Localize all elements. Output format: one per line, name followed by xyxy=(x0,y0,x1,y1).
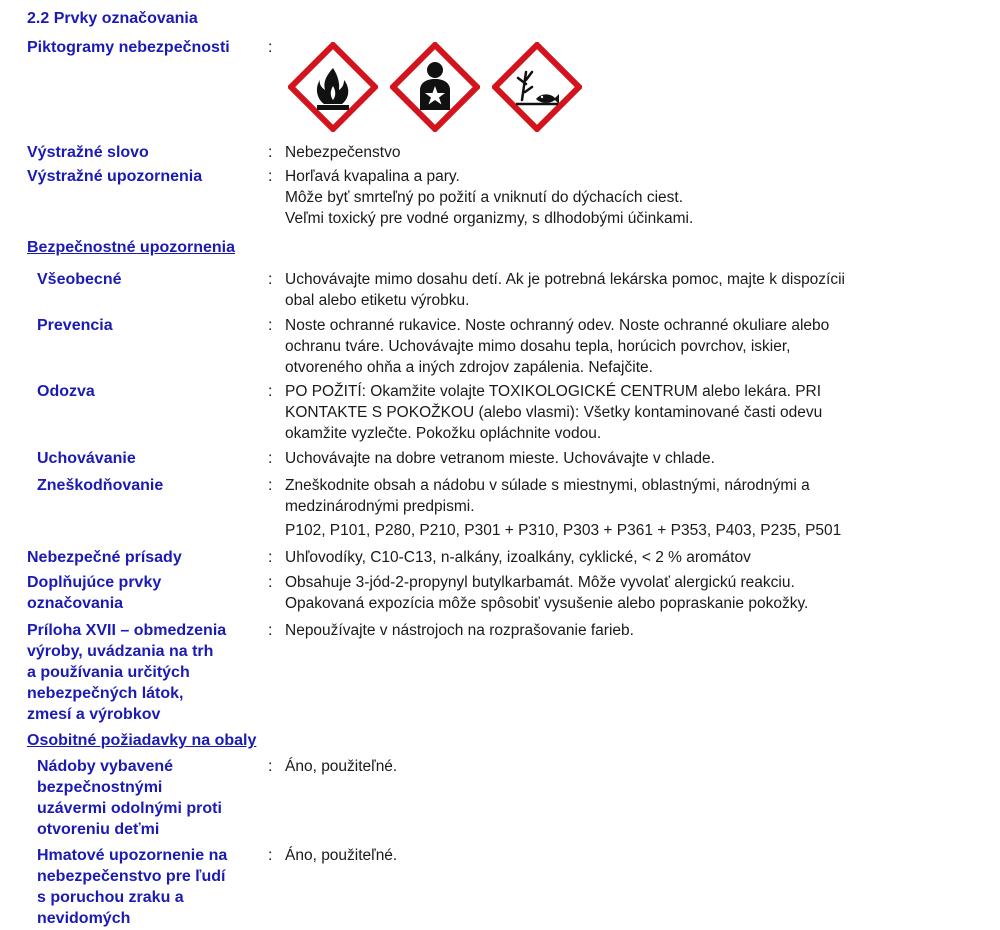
signal-word-colon: : xyxy=(268,144,273,161)
hazard-statements-label: Výstražné upozornenia xyxy=(27,168,203,185)
signal-word-value: Nebezpečenstvo xyxy=(285,144,401,161)
supplementary-colon: : xyxy=(268,574,273,591)
hazardous-ingredients-label: Nebezpečné prísady xyxy=(27,549,182,566)
section-title: 2.2 Prvky označovania xyxy=(27,10,198,27)
tactile-warning-value: Áno, použiteľné. xyxy=(285,847,398,864)
precautionary-heading: Bezpečnostné upozornenia xyxy=(27,239,236,256)
hazard-statements-value: Horľavá kvapalina a pary. Môže byť smrteľný po požití a vniknutí do dýchacích ciest. Veľmi toxický pre vodné organizmy, s dlhodobými účinkami. xyxy=(285,168,694,227)
signal-word-label: Výstražné slovo xyxy=(27,144,149,161)
supplementary-label: Doplňujúce prvky označovania xyxy=(27,574,162,612)
child-resistant-label: Nádoby vybavené bezpečnostnými uzávermi odolnými proti otvoreniu deťmi xyxy=(37,758,222,838)
general-label: Všeobecné xyxy=(37,271,122,288)
response-colon: : xyxy=(268,383,273,400)
response-label: Odozva xyxy=(37,383,95,400)
packaging-heading: Osobitné požiadavky na obaly xyxy=(27,732,257,749)
hazardous-ingredients-colon: : xyxy=(268,549,273,566)
storage-label: Uchovávanie xyxy=(37,450,136,467)
disposal-colon: : xyxy=(268,477,273,494)
hazardous-ingredients-value: Uhľovodíky, C10-C13, n-alkány, izoalkány, cyklické, < 2 % aromátov xyxy=(285,549,751,566)
disposal-value: Zneškodnite obsah a nádobu v súlade s miestnymi, oblastnými, národnými a medzinárodnými predpismi. xyxy=(285,477,810,515)
storage-colon: : xyxy=(268,450,273,467)
precautionary-codes: P102, P101, P280, P210, P301 + P310, P303 + P361 + P353, P403, P235, P501 xyxy=(285,522,842,539)
general-colon: : xyxy=(268,271,273,288)
tactile-warning-label: Hmatové upozornenie na nebezpečenstvo pre ľudí s poruchou zraku a nevidomých xyxy=(37,847,228,927)
annex-label: Príloha XVII – obmedzenia výroby, uvádzania na trh a používania určitých nebezpečných látok, zmesí a výrobkov xyxy=(27,622,227,723)
storage-value: Uchovávajte na dobre vetranom mieste. Uchovávajte v chlade. xyxy=(285,450,715,467)
supplementary-value: Obsahuje 3-jód-2-propynyl butylkarbamát. Môže vyvolať alergickú reakciu. Opakovaná expozícia môže spôsobiť vysušenie alebo popraskanie pokožky. xyxy=(285,574,809,612)
health-hazard-icon xyxy=(390,42,480,132)
pictogram-row xyxy=(288,42,588,132)
environment-icon xyxy=(492,42,582,132)
response-value: PO POŽITÍ: Okamžite volajte TOXIKOLOGICKÉ CENTRUM alebo lekára. PRI KONTAKTE S POKOŽKOU (alebo vlasmi): Všetky kontaminované časti odevu okamžite vyzlečte. Pokožku opláchnite vodou. xyxy=(285,383,823,442)
annex-value: Nepoužívajte v nástrojoch na rozprašovanie farieb. xyxy=(285,622,634,639)
prevention-value: Noste ochranné rukavice. Noste ochranný odev. Noste ochranné okuliare alebo ochranu tváre. Uchovávajte mimo dosahu tepla, horúcich povrchov, iskier, otvoreného ohňa a iných zdrojov zapálenia. Nefajčite. xyxy=(285,317,830,376)
flame-icon xyxy=(288,42,378,132)
prevention-label: Prevencia xyxy=(37,317,113,334)
tactile-warning-colon: : xyxy=(268,847,273,864)
disposal-label: Zneškodňovanie xyxy=(37,477,164,494)
pictograms-colon: : xyxy=(268,39,273,56)
general-value: Uchovávajte mimo dosahu detí. Ak je potrebná lekárska pomoc, majte k dispozícii obal alebo etiketu výrobku. xyxy=(285,271,845,309)
prevention-colon: : xyxy=(268,317,273,334)
child-resistant-value: Áno, použiteľné. xyxy=(285,758,398,775)
pictograms-label: Piktogramy nebezpečnosti xyxy=(27,39,230,56)
hazard-statements-colon: : xyxy=(268,168,273,185)
child-resistant-colon: : xyxy=(268,758,273,775)
annex-colon: : xyxy=(268,622,273,639)
